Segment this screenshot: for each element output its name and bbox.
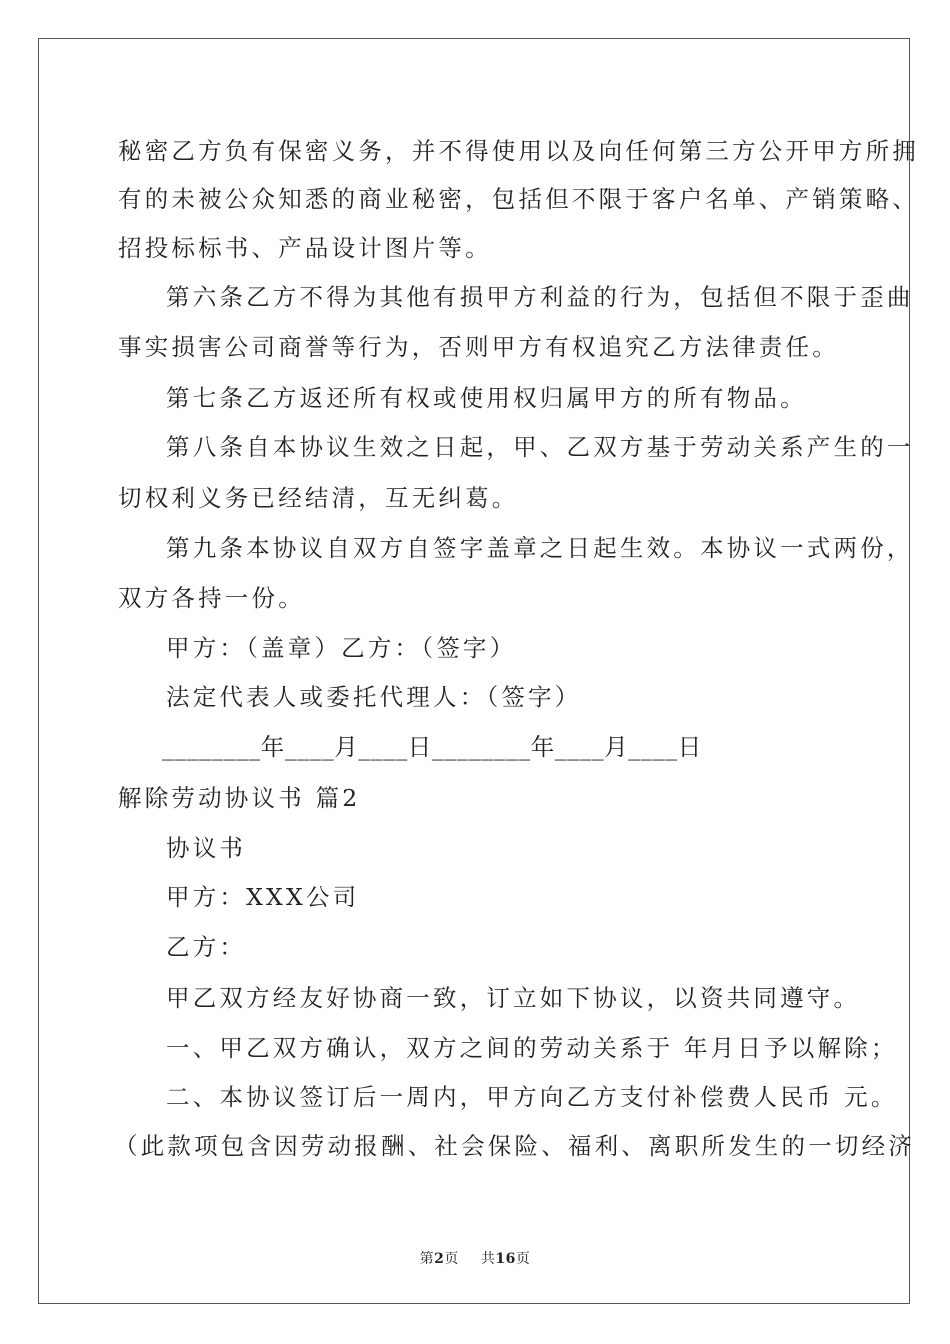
legal-representative: 法定代表人或委托代理人：（签字） bbox=[166, 683, 582, 711]
article-9: 第九条本协议自双方自签字盖章之日起生效。本协议一式两份， bbox=[166, 534, 914, 562]
text-line: 切权利义务已经结清，互无纠葛。 bbox=[118, 484, 519, 512]
agreement-heading: 协议书 bbox=[166, 834, 247, 862]
text-line: 双方各持一份。 bbox=[118, 584, 305, 612]
text-line: 事实损害公司商誉等行为，否则甲方有权追究乙方法律责任。 bbox=[118, 333, 839, 361]
page-footer bbox=[0, 1248, 950, 1268]
page-border bbox=[38, 38, 910, 1304]
footer-total-suffix: 页 bbox=[515, 1251, 531, 1267]
article-7: 第七条乙方返还所有权或使用权归属甲方的所有物品。 bbox=[166, 384, 807, 412]
footer-page-prefix: 第 bbox=[419, 1251, 435, 1267]
total-page-count: 16 bbox=[495, 1251, 516, 1267]
section-title: 解除劳动协议书 篇2 bbox=[118, 784, 361, 812]
date-line: ________年____月____日________年____月____日 bbox=[162, 733, 702, 761]
article-8: 第八条自本协议生效之日起，甲、乙双方基于劳动关系产生的一 bbox=[166, 433, 914, 461]
footer-page-suffix: 页 bbox=[444, 1251, 459, 1267]
preamble: 甲乙双方经友好协商一致，订立如下协议，以资共同遵守。 bbox=[166, 984, 861, 1012]
text-line: 秘密乙方负有保密义务，并不得使用以及向任何第三方公开甲方所拥 bbox=[118, 137, 919, 165]
current-page-number: 2 bbox=[434, 1251, 445, 1267]
text-line: 招投标标书、产品设计图片等。 bbox=[118, 234, 492, 262]
signature-parties: 甲方：（盖章）乙方：（签字） bbox=[166, 634, 517, 662]
party-a: 甲方：XXX公司 bbox=[166, 883, 360, 911]
footer-total-prefix: 共 bbox=[480, 1251, 496, 1267]
clause-1: 一、甲乙双方确认，双方之间的劳动关系于 年月日予以解除； bbox=[166, 1034, 898, 1062]
text-line: （此款项包含因劳动报酬、社会保险、福利、离职所发生的一切经济 bbox=[114, 1132, 915, 1160]
article-6: 第六条乙方不得为其他有损甲方利益的行为，包括但不限于歪曲 bbox=[166, 283, 914, 311]
clause-2: 二、本协议签订后一周内，甲方向乙方支付补偿费人民币 元。 bbox=[166, 1083, 898, 1111]
text-line: 有的未被公众知悉的商业秘密，包括但不限于客户名单、产销策略、 bbox=[118, 185, 919, 213]
party-b: 乙方： bbox=[166, 933, 247, 961]
